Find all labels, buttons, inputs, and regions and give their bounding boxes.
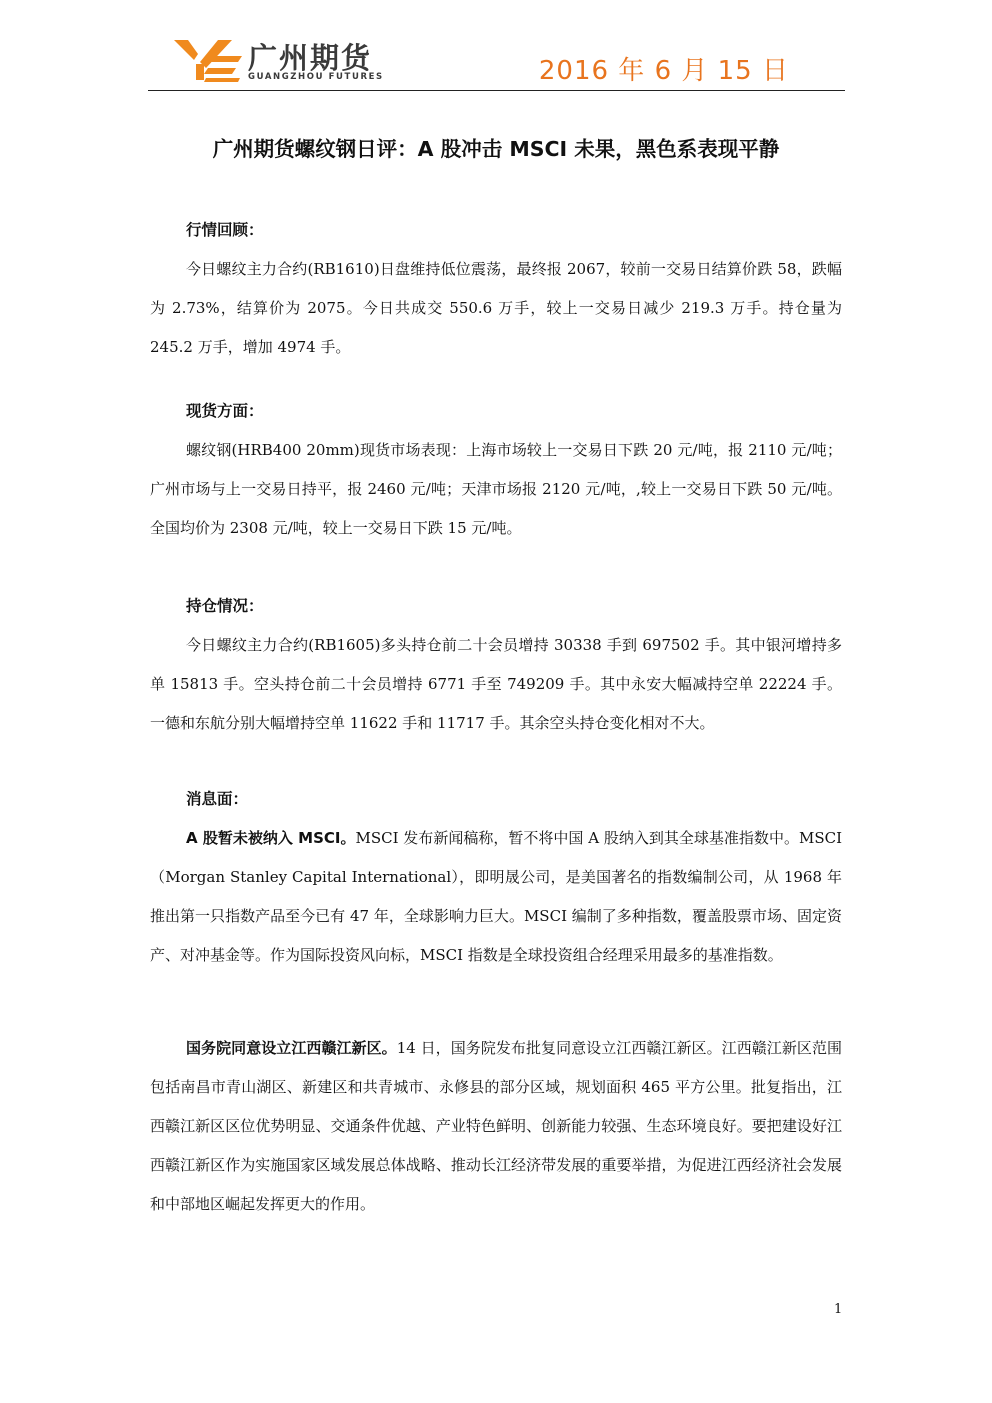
header-divider — [148, 90, 845, 91]
page-header — [148, 30, 845, 92]
section-heading-market-review: 行情回顾： — [186, 221, 264, 239]
news-item-ganjiang-lead: 国务院同意设立江西赣江新区。 — [186, 1039, 397, 1057]
section-heading-news: 消息面： — [186, 790, 249, 808]
document-body — [150, 210, 842, 1224]
brand-name-cn: 广州期货 — [248, 41, 373, 75]
news-item-ganjiang — [150, 1029, 842, 1224]
positions-paragraph: 今日螺纹主力合约(RB1605)多头持仓前二十会员增持 30338 手到 697502 手。其中银河增持多单 15813 手。空头持仓前二十会员增持 6771 手至 749209 手。其中永安大幅减持空单 22224 手。一德和东航分别大幅增持空单 11622 手和 11717 手。其余空头持仓变化相对不大。 — [150, 636, 842, 732]
brand-name-en: GUANGZHOU FUTURES — [248, 72, 384, 82]
report-date: 2016 年 6 月 15 日 — [538, 56, 789, 86]
news-item-msci-lead: A 股暂未被纳入 MSCI。 — [186, 829, 356, 847]
market-review-paragraph: 今日螺纹主力合约(RB1610)日盘维持低位震荡，最终报 2067，较前一交易日结算价跌 58，跌幅为 2.73%，结算价为 2075。今日共成交 550.6 万手，较上一交易日减少 219.3 万手。持仓量为 245.2 万手，增加 4974 手。 — [150, 260, 842, 356]
document-title: 广州期货螺纹钢日评：A 股冲击 MSCI 未果，黑色系表现平静 — [212, 137, 780, 161]
news-item-msci-text: MSCI 发布新闻稿称，暂不将中国 A 股纳入到其全球基准指数中。MSCI（Morgan Stanley Capital International），即明晟公司，是美国著名的指数编制公司，从 1968 年推出第一只指数产品至今已有 47 年，全球影响力巨大。MSCI 编制了多种指数，覆盖股票市场、固定资产、对冲基金等。作为国际投资风向标，MSCI 指数是全球投资组合经理采用最多的基准指数。 — [150, 829, 842, 964]
spot-paragraph: 螺纹钢(HRB400 20mm)现货市场表现：上海市场较上一交易日下跌 20 元/吨，报 2110 元/吨；广州市场与上一交易日持平，报 2460 元/吨；天津市场报 2120 元/吨，,较上一交易日下跌 50 元/吨。全国均价为 2308 元/吨，较上一交易日下跌 15 元/吨。 — [150, 441, 842, 537]
section-heading-spot: 现货方面： — [186, 402, 264, 420]
news-item-ganjiang-text: 14 日，国务院发布批复同意设立江西赣江新区。江西赣江新区范围包括南昌市青山湖区、新建区和共青城市、永修县的部分区域，规划面积 465 平方公里。批复指出，江西赣江新区区位优势明显、交通条件优越、产业特色鲜明、创新能力较强、生态环境良好。要把建设好江西赣江新区作为实施国家区域发展总体战略、推动长江经济带发展的重要举措，为促进江西经济社会发展和中部地区崛起发挥更大的作用。 — [150, 1039, 842, 1213]
news-item-msci — [150, 819, 842, 975]
page-number: 1 — [834, 1302, 843, 1317]
section-heading-positions: 持仓情况： — [186, 597, 264, 615]
guangzhou-futures-logo-icon — [174, 38, 242, 82]
